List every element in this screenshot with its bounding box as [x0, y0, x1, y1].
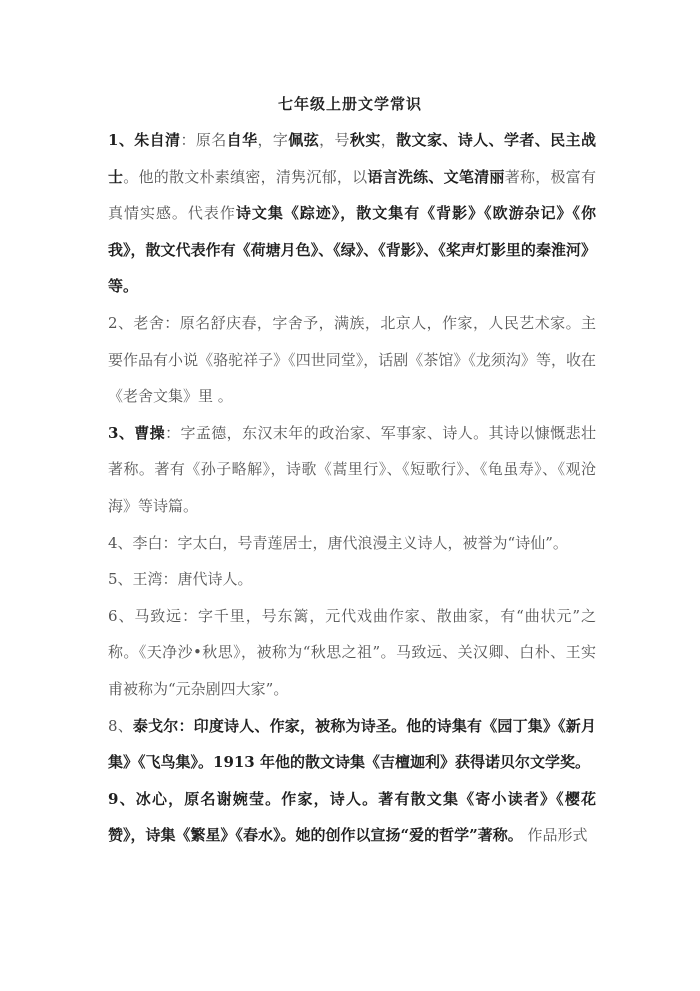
bold-text-segment: 语言洗练、文笔清丽 — [367, 167, 505, 186]
text-segment: 作品形式 — [522, 826, 588, 845]
bold-text-segment: 1、朱自清 — [108, 131, 181, 149]
bold-text-segment: 泰戈尔：印度诗人、作家，被称为诗圣。他的诗集有《园丁集》《新月集》《飞鸟集》。1913 年他的散文诗集《吉檀迦利》获得诺贝尔文学奖。 — [108, 716, 596, 772]
entry-paragraph — [108, 781, 596, 854]
entry-paragraph — [108, 561, 596, 598]
bold-text-segment: 诗文集《踪迹》，散文集有《背影》《欧游杂记》《你我》，散文代表作有《荷塘月色》、《绿》、《背影》、《桨声灯影里的秦淮河》等。 — [108, 204, 596, 296]
page-title: 七年级上册文学常识 — [277, 95, 422, 113]
text-segment: 2、老舍：原名舒庆春，字舍予，满族，北京人，作家，人民艺术家。主要作品有小说《骆驼祥子》《四世同堂》，话剧《茶馆》《龙须沟》等，收在《老舍文集》里 。 — [108, 313, 596, 406]
entry-paragraph — [108, 415, 596, 525]
text-segment: ， — [380, 131, 397, 149]
bold-text-segment: 秋实 — [349, 131, 381, 149]
text-segment: ，号 — [319, 131, 350, 149]
entry-paragraph — [108, 598, 596, 708]
bold-text-segment: 佩弦 — [288, 131, 320, 149]
text-segment: ：字孟德，东汉末年的政治家、军事家、诗人。其诗以慷慨悲壮著称。著有《孙子略解》，诗歌《蒿里行》、《短歌行》、《龟虽寿》、《观沧海》等诗篇。 — [108, 423, 596, 515]
text-segment: 8、 — [108, 716, 133, 735]
document-body — [108, 122, 596, 854]
bold-text-segment: 散文家、诗人、学者、民主战士 — [108, 131, 596, 186]
bold-text-segment: 9、冰心，原名谢婉莹。作家，诗人。著有散文集《寄小读者》《樱花赞》，诗集《繁星》《春水》。她的创作以宣扬“爱的哲学”著称。 — [108, 789, 596, 845]
text-segment: ，字 — [257, 131, 289, 149]
text-segment: ：原名 — [180, 131, 227, 149]
text-segment: 著称，极富有真情实感。代表作 — [108, 167, 596, 223]
text-segment: 。他的散文朴素缜密，清隽沉郁，以 — [123, 167, 368, 186]
text-segment: 5、王湾：唐代诗人。 — [108, 570, 253, 589]
text-segment: 4、李白：字太白，号青莲居士，唐代浪漫主义诗人，被誉为“诗仙”。 — [108, 533, 568, 552]
entry-paragraph — [108, 525, 596, 562]
text-segment: 6、马致远：字千里，号东篱，元代戏曲作家、散曲家，有“曲状元”之称。《天净沙•秋思》，被称为“秋思之祖”。马致远、关汉卿、白朴、王实甫被称为“元杂剧四大家”。 — [108, 606, 596, 698]
entry-paragraph — [108, 305, 596, 415]
bold-text-segment: 3、曹操 — [108, 423, 166, 442]
bold-text-segment: 自华 — [226, 131, 258, 149]
entry-paragraph — [108, 122, 596, 305]
entry-paragraph — [108, 708, 596, 781]
